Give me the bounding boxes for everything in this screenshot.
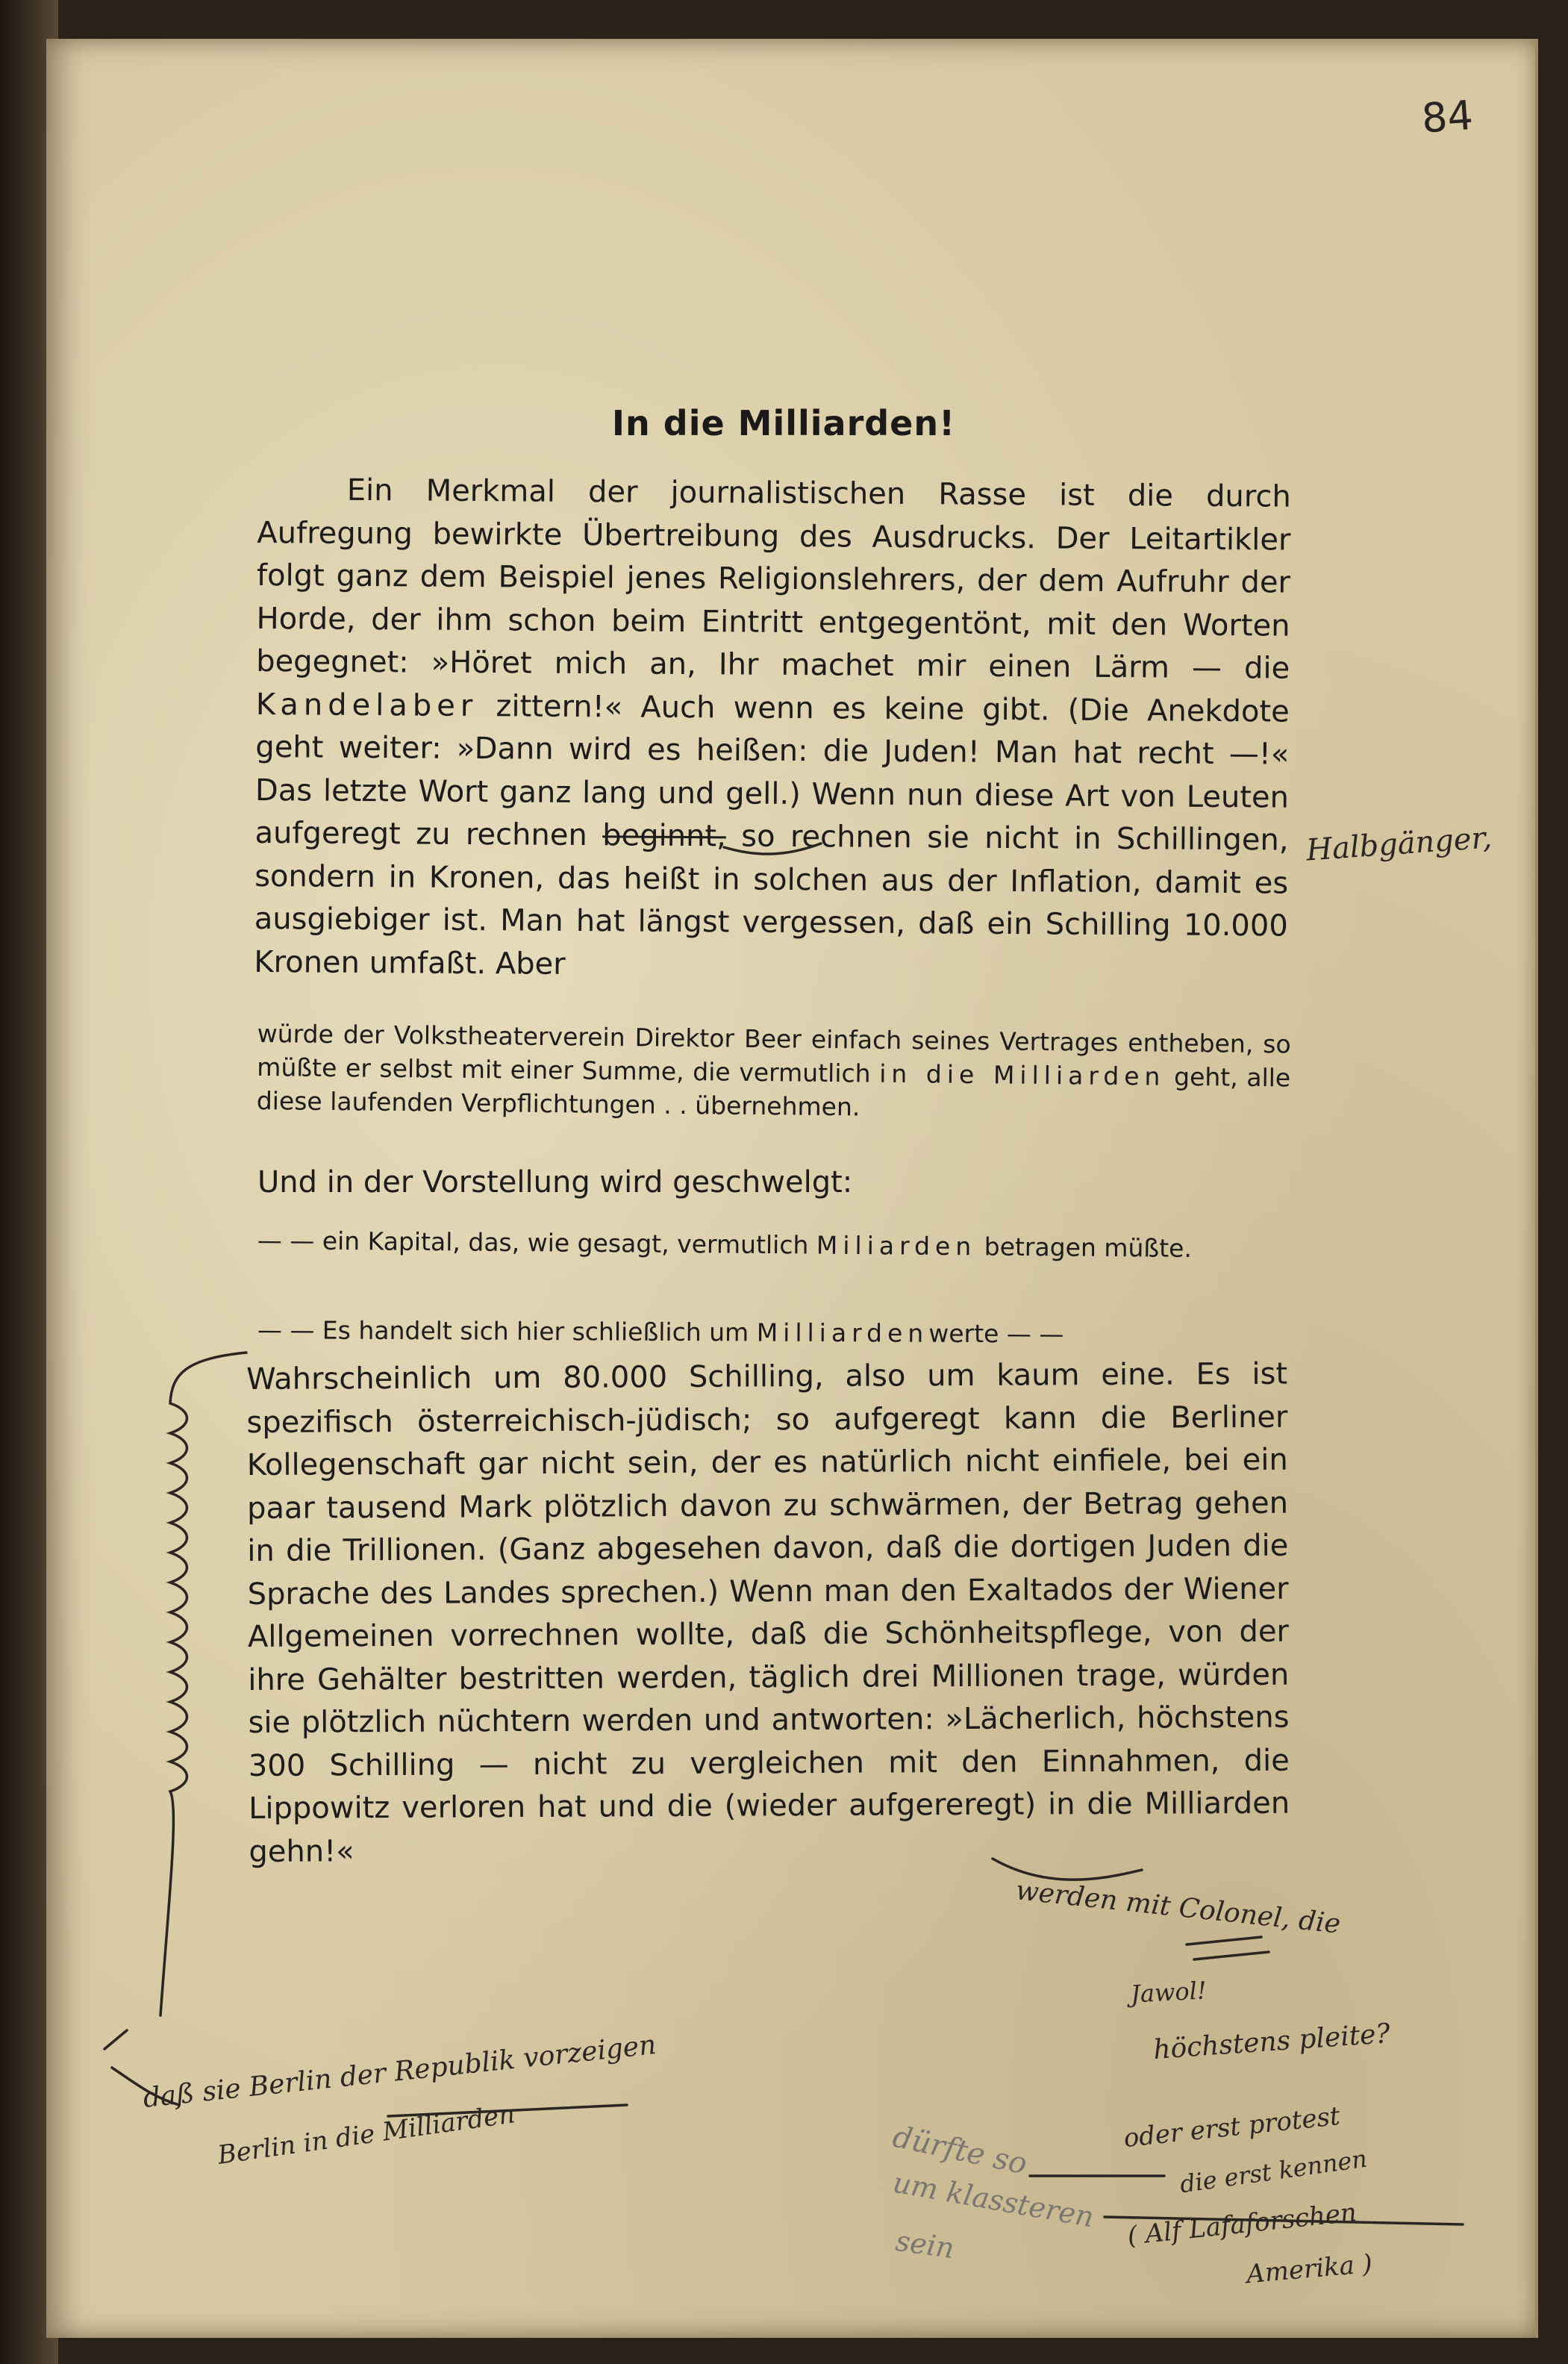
quote-2-text-b: betragen müßte.	[976, 1232, 1193, 1263]
left-note-underline	[388, 2105, 627, 2116]
paragraph-3: Wahrscheinlich um 80.000 Schilling, also um kaum eine. Es ist spezifisch österreichisch-jüdisch; so aufgeregt kann die Berliner Kollegenschaft gar nicht sein, der es natürlich nicht einfiele, bei ein paar tausend Mark plötzlich davon zu schwärmen, der Betrag gehen in die Trillionen. (Ganz abgesehen davon, daß die dortigen Juden die Sprache des Landes sprechen.) Wenn man den Exaltados der Wiener Allgemeinen vorrechnen wollte, daß die Schönheitspflege, von der ihre Gehälter bestritten werden, täglich drei Millionen trage, würden sie plötzlich nüchtern werden und antworten: »Lächerlich, höchstens 300 Schilling — nicht zu vergleichen mit den Einnahmen, die Lippowitz verloren hat und die (wieder aufgereregt) in die Milliarden gehn!«	[246, 1356, 1290, 1869]
pencil-note-1: dürfte so	[890, 2119, 1031, 2182]
correction-underline	[724, 843, 821, 854]
paragraph-1-spaced-word: Kandelaber	[255, 687, 478, 723]
handwritten-note-6: ( Alf Lafaforschen	[1125, 2197, 1358, 2252]
quote-2-text-a: — — ein Kapital, das, wie gesagt, vermutlich	[257, 1225, 817, 1260]
handwritten-note-7: Amerika )	[1245, 2248, 1374, 2290]
handwritten-note-2: Jawol!	[1130, 1976, 1208, 2009]
left-arrow-stroke	[104, 2030, 179, 2105]
handwritten-note-3: höchstens pleite?	[1152, 2018, 1392, 2066]
margin-note-right: Halbgänger,	[1305, 820, 1493, 868]
quote-3-text-a: — — Es handelt sich hier schließlich um	[257, 1315, 757, 1347]
paragraph-1-text-c: so rechnen sie nicht in Schillingen, sondern in Kronen, das heißt in solchen aus der Inflation, damit es ausgiebiger ist. Man hat längst vergessen, daß ein Schilling 10.000 Kronen umfaßt. Aber	[254, 819, 1289, 982]
handwritten-left-note-1: daß sie Berlin der Republik vorzeigen	[141, 2030, 658, 2114]
handwritten-left-note-2: Berlin in die Milliarden	[216, 2099, 517, 2171]
insertion-stroke	[993, 1859, 1142, 1880]
pencil-note-3: sein	[893, 2224, 957, 2265]
paragraph-1-text-a: Ein Merkmal der journalistischen Rasse ist die durch Aufregung bewirkte Übertreibung des Ausdrucks. Der Leitartikler folgt ganz dem Beispiel jenes Religionslehrers, der dem Aufruhr der Horde, der ihm schon beim Eintritt entgegentönt, mit den Worten begegnet: »Höret mich an, Ihr machet mir einen Lärm — die	[256, 473, 1291, 686]
margin-bracket-stroke	[160, 1353, 246, 2015]
quote-1-spaced: in die Milliarden	[878, 1058, 1166, 1091]
quote-1-text-b: geht, alle diese laufenden Verpflichtungen . . übernehmen.	[256, 1061, 1291, 1122]
struck-word: beginnt,	[602, 818, 726, 854]
connector-stroke	[1030, 2176, 1463, 2224]
quote-3-spaced: Milliarden	[756, 1317, 929, 1348]
insertion-underline	[1187, 1937, 1269, 1959]
article-title: In die Milliarden!	[611, 403, 956, 443]
handwritten-note-4: oder erst protest	[1122, 2101, 1342, 2154]
page-number: 84	[1419, 91, 1475, 143]
handwritten-note-5: die erst kennen	[1178, 2144, 1369, 2199]
quote-3-text-b: werte — —	[928, 1318, 1064, 1349]
paragraph-2: Und in der Vorstellung wird geschwelgt:	[257, 1165, 853, 1200]
pencil-note-2: um klassteren	[890, 2165, 1097, 2234]
handwritten-note-1: werden mit Colonel, die	[1014, 1875, 1342, 1940]
quote-2-spaced: Miliarden	[816, 1230, 977, 1261]
paragraph-1-text-b: zittern!« Auch wenn es keine gibt. (Die Anekdote geht weiter: »Dann wird es heißen: die Juden! Man hat recht —!« Das letzte Wort ganz lang und gell.) Wenn nun diese Art von Leuten aufgeregt zu rechnen	[254, 688, 1290, 853]
quote-1-text-a: würde der Volkstheaterverein Direktor Beer einfach seines Vertrages entheben, so müßte er selbst mit einer Summe, die vermutlich	[257, 1018, 1291, 1088]
